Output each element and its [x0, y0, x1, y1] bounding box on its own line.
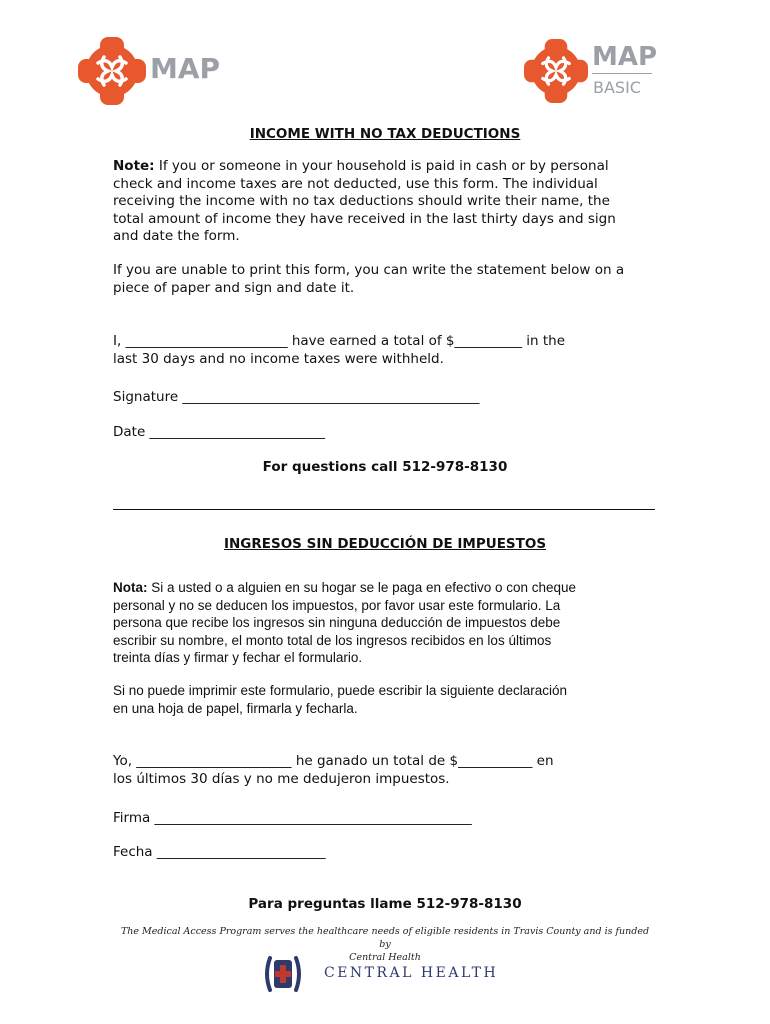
english-questions: For questions call 512-978-8130 — [262, 459, 508, 475]
spanish-print-line: en una hoja de papel, firmarla y fecharla. — [113, 700, 358, 716]
english-note-line: check and income taxes are not deducted, use this form. The individual — [113, 175, 598, 192]
spanish-signature-line: Firma _______________________________________________ — [113, 810, 472, 826]
spanish-note-line: Si a usted o a alguien en su hogar se le paga en efectivo o con cheque — [147, 580, 577, 595]
map-basic-logo-text: MAP — [592, 42, 658, 72]
spanish-note-line: personal y no se deducen los impuestos, por favor usar este formulario. La — [113, 597, 561, 613]
english-note-line: total amount of income they have received in the last thirty days and sign — [113, 210, 616, 227]
english-statement-line1: I, ________________________ have earned a total of $__________ in the — [113, 333, 566, 349]
english-print-instructions — [113, 262, 653, 297]
english-note-line: If you or someone in your household is paid in cash or by personal — [154, 158, 609, 174]
english-statement-line2: last 30 days and no income taxes were withheld. — [113, 351, 444, 367]
spanish-note-line: persona que recibe los ingresos sin ninguna deducción de impuestos debe — [113, 615, 561, 630]
map-basic-subtext: BASIC — [593, 78, 641, 97]
english-print-line: If you are unable to print this form, you can write the statement below on a — [113, 262, 625, 278]
english-note-line: and date the form. — [113, 228, 240, 244]
english-signature-line: Signature ____________________________________________ — [113, 389, 480, 405]
spanish-statement-line2: los últimos 30 días y no me dedujeron impuestos. — [113, 771, 450, 787]
section-divider — [113, 509, 655, 510]
map-logo-icon — [78, 37, 146, 105]
spanish-note-line: treinta días y firmar y fechar el formulario. — [113, 650, 363, 665]
english-note — [113, 158, 653, 246]
english-date-line: Date __________________________ — [113, 424, 326, 440]
logo-divider — [592, 73, 652, 74]
spanish-questions: Para preguntas llame 512-978-8130 — [248, 896, 522, 912]
footer-note-line: The Medical Access Program serves the healthcare needs of eligible residents in Travis County and is funded by — [120, 926, 650, 950]
spanish-print-instructions — [113, 682, 653, 717]
map-logo-text: MAP — [150, 52, 221, 85]
spanish-title: INGRESOS SIN DEDUCCIÓN DE IMPUESTOS — [223, 536, 547, 552]
spanish-note-line: escribir su nombre, el monto total de los ingresos recibidos en los últimos — [113, 632, 552, 648]
spanish-print-line: Si no puede imprimir este formulario, puede escribir la siguiente declaración — [113, 683, 567, 698]
footer-note-line: Central Health — [349, 952, 421, 963]
english-print-line: piece of paper and sign and date it. — [113, 279, 355, 296]
spanish-date-line: Fecha _________________________ — [113, 844, 326, 860]
central-health-name: CENTRAL HEALTH — [324, 965, 499, 981]
english-note-label: Note: — [113, 158, 155, 174]
spanish-note-label: Nota: — [113, 580, 148, 595]
english-title: INCOME WITH NO TAX DEDUCTIONS — [249, 126, 521, 142]
map-basic-logo-icon — [524, 39, 588, 103]
central-health-cross-icon — [262, 954, 304, 994]
spanish-note — [113, 579, 653, 667]
footer-note — [120, 925, 650, 964]
spanish-statement-line1: Yo, _______________________ he ganado un total de $___________ en — [113, 753, 554, 769]
english-note-line: receiving the income with no tax deductions should write their name, the — [113, 193, 610, 209]
